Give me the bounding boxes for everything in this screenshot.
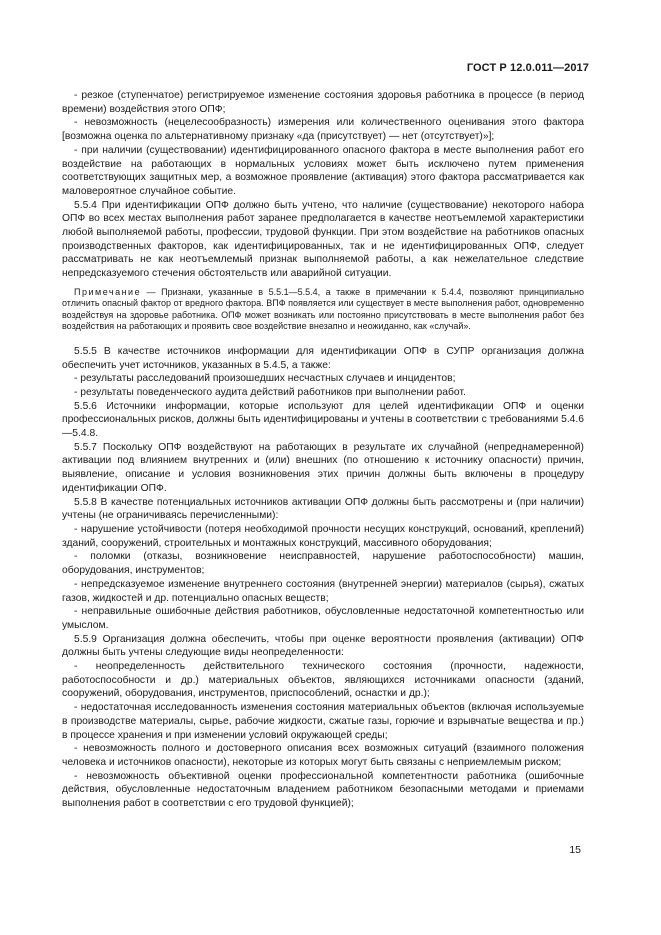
list-item: - невозможность (нецелесообразность) измерения или количественного оценивания этого фактора [возможна оценка по альтернативному признаку «да (присутствует) — нет (отсутствует)»]; xyxy=(62,117,584,143)
document-body xyxy=(62,89,584,811)
list-item: - результаты расследований произошедших несчастных случаев и инцидентов; xyxy=(74,373,456,385)
document-code: ГОСТ Р 12.0.011—2017 xyxy=(466,62,589,74)
list-item: - поломки (отказы, возникновение неисправностей, нарушение работоспособности) машин, оборудования, инструментов; xyxy=(62,551,584,577)
list-item: - непредсказуемое изменение внутреннего состояния (внутренней энергии) материалов (сырья), сжатых газов, жидкостей и др. потенциально опасных веществ; xyxy=(62,578,584,604)
list-item: - невозможность полного и достоверного описания всех возможных ситуаций (взаимного положения человека и источников опасности), некоторые из которых могут быть связаны с неприемлемым риском; xyxy=(62,743,584,768)
list-item: - неправильные ошибочные действия работников, обусловленные недостаточной компетентностью или умыслом. xyxy=(62,606,584,631)
list-item: - результаты поведенческого аудита действий работников при выполнении работ. xyxy=(74,386,466,398)
note-text: — Признаки, указанные в 5.5.1—5.5.4, а также в примечании к 5.4.4, позволяют принципиально отличить опасный фактор от вредного фактора. ВПФ появляется или существует в месте выполнения работ, одновременно воздействуя на здоровье работника. ОПФ может возникать или постоянно присутствовать в месте выполнения работ без воздействия на работающих и проявить свое воздействие внезапно и неожиданно, как «случай». xyxy=(62,286,584,332)
list-item: - невозможность объективной оценки профессиональной компетентности работника (ошибочные действия, обусловленные недостаточным владением работником безопасными методами и приемами выполнения работ в соответствии с его трудовой функцией); xyxy=(62,770,584,810)
list-item: - резкое (ступенчатое) регистрируемое изменение состояния здоровья работника в процессе (в период времени) воздействия этого ОПФ; xyxy=(62,90,584,115)
list-item: - нарушение устойчивости (потеря необходимой прочности несущих конструкций, оснований, креплений) зданий, сооружений, строительных и монтажных конструкций, массивного оборудования; xyxy=(62,523,584,549)
clause-5-5-4: 5.5.4 При идентификации ОПФ должно быть учтено, что наличие (существование) некоторого набора ОПФ во всех местах выполнения работ заранее предполагается в качестве неотъемлемой характеристики любой выполняемой работы, профессии, трудовой функции. При этом воздействие на работников опасных производственных факторов, как идентифицированных, так и не идентифицированных ОПФ, следует рассматривать не как неотъемлемый признак выполняемой работы, а как нежелательное следствие непредсказуемого стечения обстоятельств или аварийной ситуации. xyxy=(62,199,584,280)
page-number: 15 xyxy=(569,844,581,856)
clause-5-5-8: 5.5.8 В качестве потенциальных источников активации ОПФ должны быть рассмотрены и (при наличии) учтены (не ограничиваясь перечисленными): xyxy=(62,496,584,522)
note-label: Примечание xyxy=(74,286,142,297)
list-item: - при наличии (существовании) идентифицированного опасного фактора в месте выполнения работ его воздействие на работающих в нормальных условиях может быть исключено путем применения соответствующих защитных мер, а возможное проявление (активация) этого фактора рассматривается как маловероятное случайное событие. xyxy=(62,144,584,197)
clause-5-5-6: 5.5.6 Источники информации, которые используют для целей идентификации ОПФ и оценки профессиональных рисков, должны быть идентифицированы и учтены в соответствии с требованиями 5.4.6—5.4.8. xyxy=(62,400,584,440)
clause-5-5-5: 5.5.5 В качестве источников информации для идентификации ОПФ в СУПР организация должна обеспечить учет источников, указанных в 5.4.5, а также: xyxy=(62,345,584,371)
note-block xyxy=(62,287,584,333)
list-item: - неопределенность действительного технического состояния (прочности, надежности, работоспособности и др.) материальных объектов, являющихся источниками опасности (зданий, сооружений, оборудования, инструментов, приспособлений, оснастки и др.); xyxy=(62,661,584,700)
list-item: - недостаточная исследованность изменения состояния материальных объектов (включая используемые в производстве материалы, сырье, рабочие жидкости, сжатые газы, горючие и взрывчатые вещества и пр.) в процессе хранения и при изменении условий окружающей среды; xyxy=(62,702,584,741)
clause-5-5-7: 5.5.7 Поскольку ОПФ воздействуют на работающих в результате их случайной (непреднамеренной) активации под влиянием внутренних и (или) внешних (по отношению к источнику опасности) причин, выявление, описание и условия возникновения этих причин должны быть включены в процедуру идентификации ОПФ. xyxy=(62,441,584,494)
clause-5-5-9: 5.5.9 Организация должна обеспечить, чтобы при оценке вероятности проявления (активации) ОПФ должны быть учтены следующие виды неопределенности: xyxy=(62,633,584,659)
